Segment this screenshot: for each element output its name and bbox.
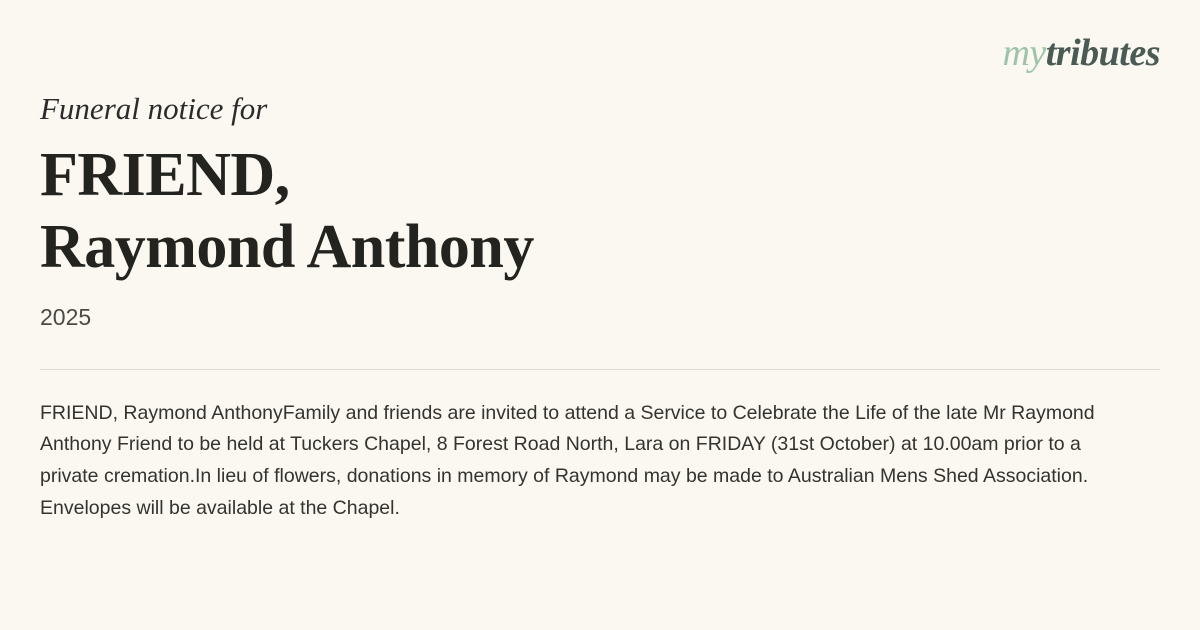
page-title xyxy=(40,140,1160,284)
notice-year: 2025 xyxy=(40,303,92,330)
deceased-given-names: Raymond Anthony xyxy=(40,213,534,281)
mytributes-logo xyxy=(1002,34,1160,72)
logo-text-tributes: tributes xyxy=(1045,32,1160,74)
notice-body: FRIEND, Raymond AnthonyFamily and friends are invited to attend a Service to Celebrate the Life of the late Mr Raymond Anthony Friend to be held at Tuckers Chapel, 8 Forest Road North, Lara on FRIDAY (31st October) at 10.00am prior to a private cremation.In lieu of flowers, donations in memory of Raymond may be made to Australian Mens Shed Association. Envelopes will be available at the Chapel. xyxy=(40,401,1095,519)
logo-text-my: my xyxy=(1002,32,1046,74)
deceased-surname: FRIEND, xyxy=(40,141,290,210)
section-divider xyxy=(40,369,1160,370)
notice-eyebrow: Funeral notice for xyxy=(40,91,268,126)
